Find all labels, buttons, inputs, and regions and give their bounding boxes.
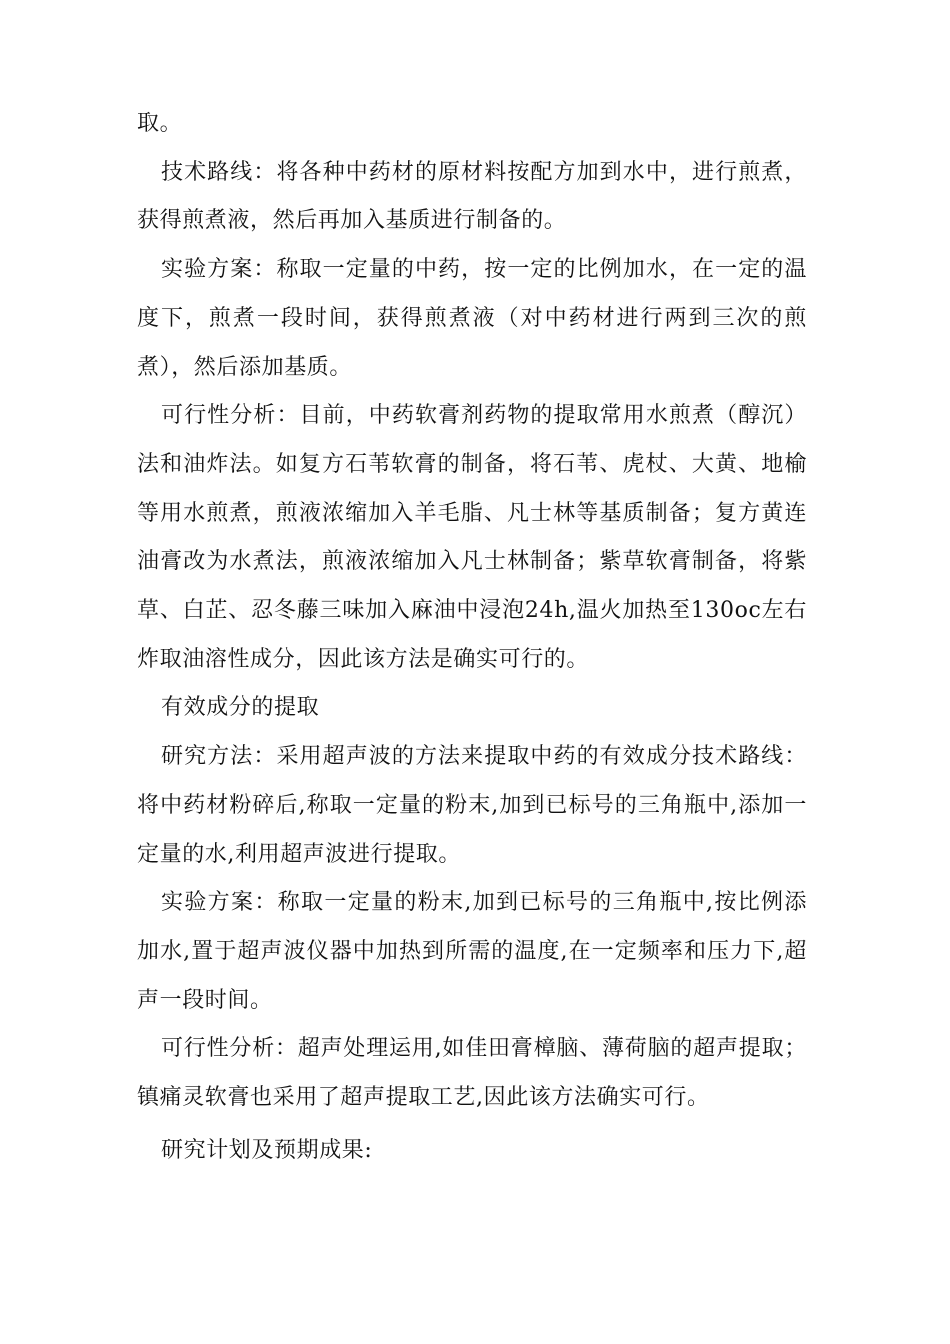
paragraph-research-method: 研究方法：采用超声波的方法来提取中药的有效成分技术路线：将中药材粉碎后,称取一定量的粉末,加到已标号的三角瓶中,添加一定量的水,利用超声波进行提取。	[137, 744, 807, 867]
paragraph-feasibility-ultrasonic: 可行性分析：超声处理运用,如佳田膏樟脑、薄荷脑的超声提取；镇痛灵软膏也采用了超声提取工艺,因此该方法确实可行。	[137, 1036, 807, 1111]
paragraph-experiment-plan-ultrasonic: 实验方案：称取一定量的粉末,加到已标号的三角瓶中,按比例添加水,置于超声波仪器中加热到所需的温度,在一定频率和压力下,超声一段时间。	[137, 890, 807, 1013]
section-heading-extraction: 有效成分的提取	[161, 695, 320, 721]
section-heading-research-plan: 研究计划及预期成果:	[161, 1137, 373, 1163]
paragraph-feasibility-analysis: 可行性分析：目前，中药软膏剂药物的提取常用水煎煮（醇沉）法和油炸法。如复方石苇软膏的制备，将石苇、虎杖、大黄、地榆等用水煎煮，煎液浓缩加入羊毛脂、凡士林等基质制备；复方黄连油膏改为水煮法，煎液浓缩加入凡士林制备；紫草软膏制备，将紫草、白芷、忍冬藤三味加入麻油中浸泡24h,温火加热至130oc左右炸取油溶性成分，因此该方法是确实可行的。	[137, 403, 807, 672]
paragraph-experiment-plan: 实验方案：称取一定量的中药，按一定的比例加水，在一定的温度下，煎煮一段时间，获得煎煮液（对中药材进行两到三次的煎煮），然后添加基质。	[137, 257, 807, 380]
document-body	[137, 100, 807, 1175]
paragraph-technical-route: 技术路线：将各种中药材的原材料按配方加到水中，进行煎煮，获得煎煮液，然后再加入基质进行制备的。	[137, 159, 807, 234]
paragraph-continuation: 取。	[137, 111, 183, 136]
